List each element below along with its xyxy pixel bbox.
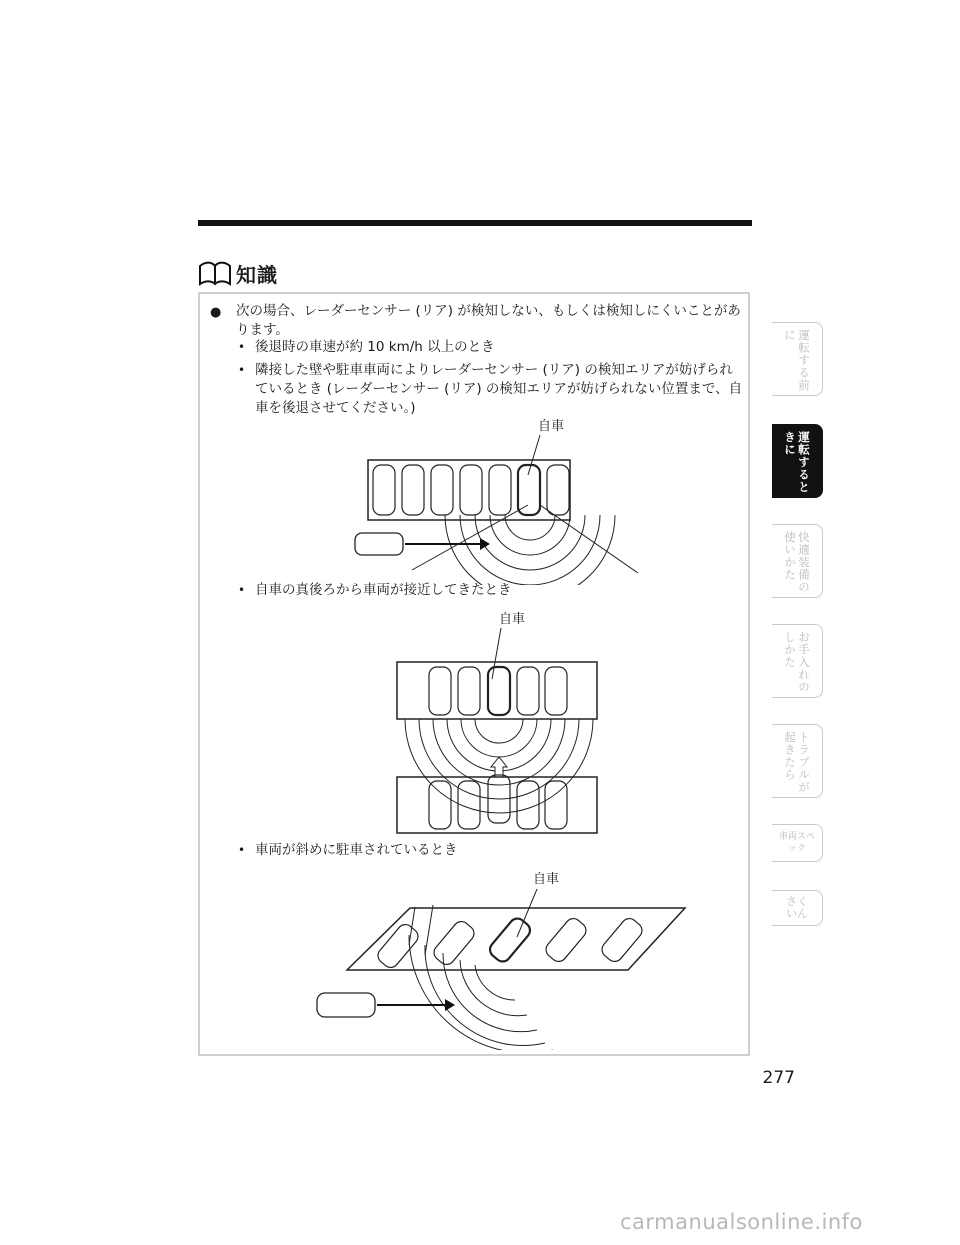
own-car-label: 自車 bbox=[533, 872, 560, 887]
tab-maintenance[interactable]: お手入れのしかた bbox=[772, 624, 823, 698]
tab-comfort-features[interactable]: 快適装備の使いかた bbox=[772, 524, 823, 598]
sub-bullet-marker: • bbox=[238, 583, 246, 597]
top-rule bbox=[198, 220, 752, 226]
sub-item-approaching: 自車の真後ろから車両が接近してきたとき bbox=[255, 582, 512, 598]
watermark: carmanualsonline.info bbox=[620, 1210, 863, 1234]
own-car-label: 自車 bbox=[499, 612, 526, 627]
tab-specifications[interactable]: 車両スペック bbox=[772, 824, 823, 862]
page-number: 277 bbox=[762, 1068, 795, 1088]
main-bullet-text: 次の場合、レーダーセンサー (リア) が検知しない、もしくは検知しにくいことがあります。 bbox=[236, 303, 741, 338]
tab-while-driving[interactable]: 運転するときに bbox=[772, 424, 823, 498]
tab-index[interactable]: さくいん bbox=[772, 890, 823, 926]
sub-bullet-marker: • bbox=[238, 363, 246, 377]
sub-item-speed: 後退時の車速が約 10 km/h 以上のとき bbox=[255, 339, 495, 355]
main-bullet-marker: ● bbox=[210, 305, 222, 320]
diagram-angled-parking bbox=[305, 865, 690, 1050]
tab-troubleshooting[interactable]: トラブルが起きたら bbox=[772, 724, 823, 798]
diagram-obstructed-area bbox=[340, 415, 650, 585]
sub-bullet-marker: • bbox=[238, 340, 246, 354]
sub-item-angled-parking: 車両が斜めに駐車されているとき bbox=[255, 842, 458, 858]
sub-item-obstructed: 隣接した壁や駐車車両によりレーダーセンサー (リア) の検知エリアが妨げられているとき (レーダーセンサー (リア) の検知エリアが妨げられない位置まで、自車を後退させてください。) bbox=[255, 362, 743, 416]
section-title: 知識 bbox=[236, 262, 278, 287]
tab-before-driving[interactable]: 運転する前に bbox=[772, 322, 823, 396]
diagram-approaching-vehicle bbox=[395, 607, 600, 835]
own-car-label: 自車 bbox=[538, 419, 565, 434]
sub-bullet-marker: • bbox=[238, 843, 246, 857]
section-heading bbox=[198, 258, 278, 288]
book-icon bbox=[198, 260, 232, 286]
